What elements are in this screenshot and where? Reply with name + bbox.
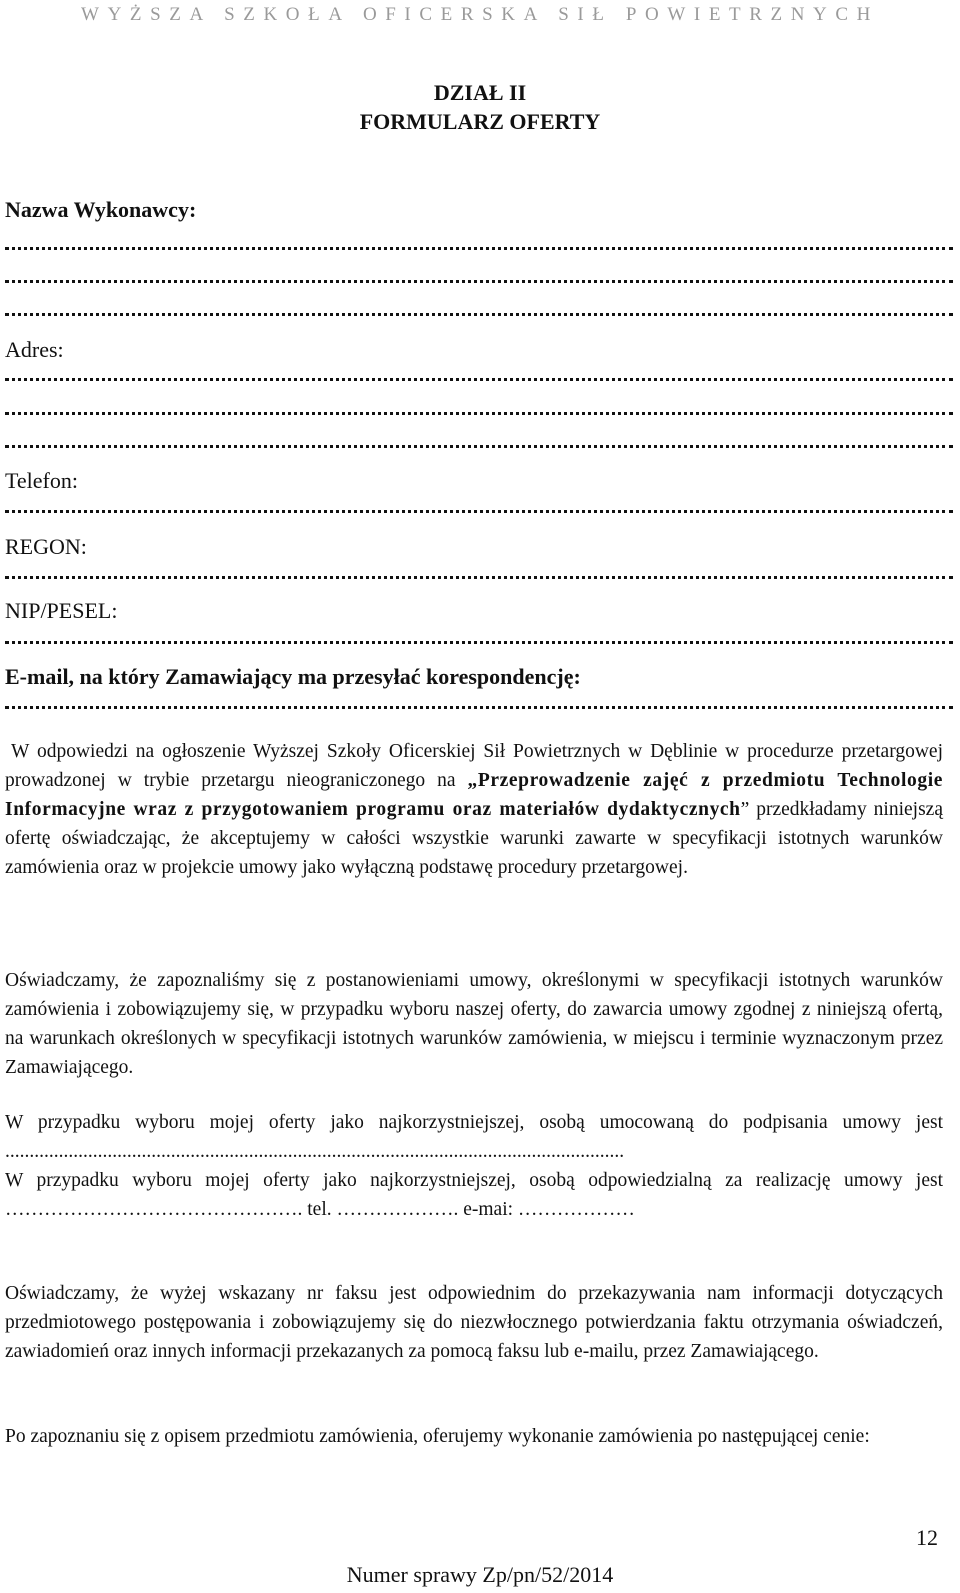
offer-intro-text: W odpowiedzi na ogłoszenie Wyższej Szkoły Oficerskiej Sił Powietrznych w Dęblinie w procedurze przetargowej prowadzonej w trybie przetargu nieograniczonego na xyxy=(5,741,943,791)
institution-header: WYŻSZA SZKOŁA OFICERSKA SIŁ POWIETRZNYCH xyxy=(81,4,879,25)
offer-subject-text: „Przeprowadzenie zajęć z przedmiotu Technologie Informacyjne wraz z przygotowaniem programu oraz materiałów dydaktycznych xyxy=(5,770,943,820)
case-number: Numer sprawy Zp/pn/52/2014 xyxy=(346,1562,614,1587)
regon-label: REGON: xyxy=(5,534,87,559)
phone-label: Telefon: xyxy=(5,468,78,493)
fax-declaration-paragraph: Oświadczamy, że wyżej wskazany nr faksu jest odpowiednim do przekazywania nam informacji dotyczących przedmiotowego postępowania i zobowiązujemy się do niezwłocznego potwierdzania faktu otrzymania oświadczeń, zawiadomień oraz innych informacji przekazanych za pomocą faksu lub e-mailu, przez Zamawiającego. xyxy=(5,1283,943,1362)
nip-label: NIP/PESEL: xyxy=(5,598,118,623)
offer-acceptance-text: ” przedkładamy niniejszą ofertę oświadczając, że akceptujemy w całości wszystkie warunki zawarte w specyfikacji istotnych warunków zamówienia oraz w projekcie umowy jako wyłączną podstawę procedury przetargowej. xyxy=(5,799,943,878)
contractor-name-fill-line-2[interactable] xyxy=(5,280,953,283)
offer-declaration-paragraph xyxy=(5,737,943,882)
page-number: 12 xyxy=(916,1525,938,1550)
contractor-name-fill-line-1[interactable] xyxy=(5,247,953,250)
contract-terms-paragraph: Oświadczamy, że zapoznaliśmy się z postanowieniami umowy, określonymi w specyfikacji istotnych warunków zamówienia i zobowiązujemy się, w przypadku wyboru naszej oferty, do zawarcia umowy zgodnej z niniejszą ofertą, na warunkach określonych w specyfikacji istotnych warunków zamówienia, w miejscu i terminie wyznaczonym przez Zamawiającego. xyxy=(5,970,943,1078)
signatory-paragraph: W przypadku wyboru mojej oferty jako najkorzystniejszej, osobą umocowaną do podpisania umowy jest ............................................................................................................................... xyxy=(5,1112,943,1162)
form-title: FORMULARZ OFERTY xyxy=(359,109,601,134)
address-fill-line-1[interactable] xyxy=(5,378,953,381)
email-fill-line[interactable] xyxy=(5,706,953,709)
nip-fill-line[interactable] xyxy=(5,641,953,644)
address-fill-line-3[interactable] xyxy=(5,445,953,448)
phone-fill-line[interactable] xyxy=(5,510,953,513)
price-offer-paragraph: Po zapoznaniu się z opisem przedmiotu zamówienia, oferujemy wykonanie zamówienia po następującej cenie: xyxy=(5,1426,870,1447)
contractor-name-fill-line-3[interactable] xyxy=(5,313,953,316)
responsible-person-paragraph: W przypadku wyboru mojej oferty jako najkorzystniejszej, osobą odpowiedzialną za realizację umowy jest ………………………………………. tel. ………………. e-mai: ……………… xyxy=(5,1170,943,1220)
regon-fill-line[interactable] xyxy=(5,576,953,579)
section-number: DZIAŁ II xyxy=(433,80,527,105)
email-label: E-mail, na który Zamawiający ma przesyłać korespondencję: xyxy=(5,664,581,689)
address-label: Adres: xyxy=(5,337,64,362)
address-fill-line-2[interactable] xyxy=(5,412,953,415)
contractor-name-label: Nazwa Wykonawcy: xyxy=(5,197,197,222)
